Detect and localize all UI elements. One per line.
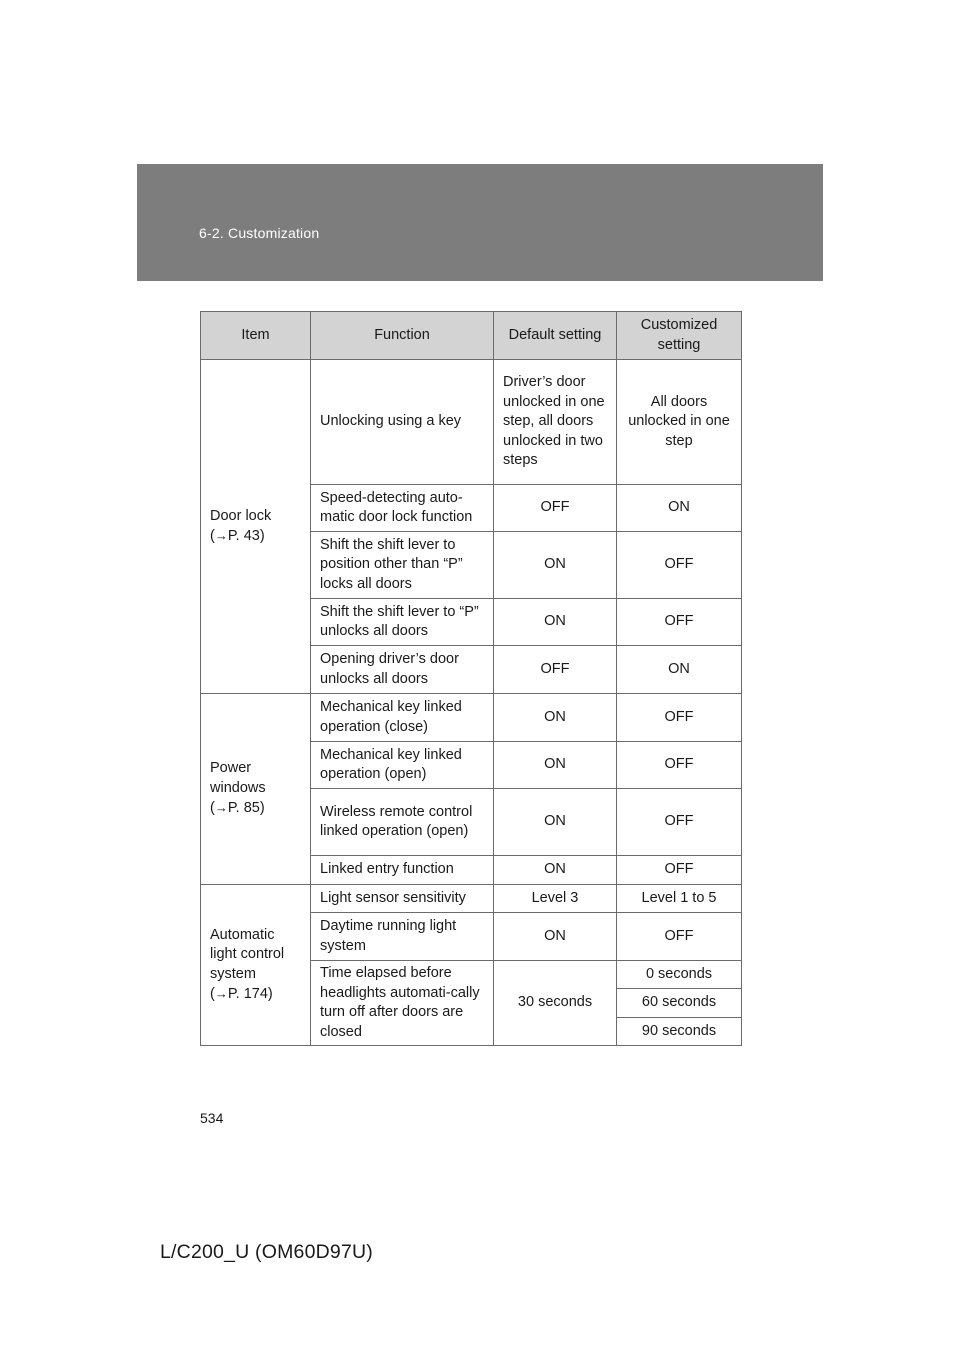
header-function: Function	[311, 312, 494, 360]
page-reference: (→P. 43)	[210, 528, 265, 544]
default-cell: 30 seconds	[494, 961, 617, 1046]
table-header-row	[201, 312, 742, 360]
default-cell: ON	[494, 789, 617, 856]
right-arrow-icon: →	[214, 528, 228, 543]
custom-option-cell: 90 seconds	[617, 1018, 742, 1046]
custom-cell: OFF	[617, 856, 742, 885]
function-cell: Time elapsed before headlights automati-cally turn off after doors are closed	[311, 961, 494, 1046]
default-cell: ON	[494, 856, 617, 885]
header-default-setting: Default setting	[494, 312, 617, 360]
default-cell: ON	[494, 742, 617, 789]
default-cell: Driver’s door unlocked in one step, all doors unlocked in two steps	[494, 360, 617, 485]
custom-option-cell: 60 seconds	[617, 989, 742, 1018]
table-row	[201, 360, 742, 485]
custom-cell: Level 1 to 5	[617, 885, 742, 913]
page-reference: (→P. 174)	[210, 986, 273, 1002]
section-header-bar	[137, 164, 823, 281]
item-label: Door lock	[210, 507, 272, 524]
function-cell: Speed-detecting auto-matic door lock function	[311, 485, 494, 532]
custom-cell: OFF	[617, 694, 742, 742]
function-cell: Wireless remote control linked operation (open)	[311, 789, 494, 856]
custom-cell: ON	[617, 485, 742, 532]
customization-table	[200, 311, 742, 1046]
default-cell: ON	[494, 599, 617, 646]
custom-cell: OFF	[617, 599, 742, 646]
table-row	[201, 885, 742, 913]
custom-cell: ON	[617, 646, 742, 694]
right-arrow-icon: →	[214, 800, 228, 816]
header-item: Item	[201, 312, 311, 360]
custom-option-cell: 0 seconds	[617, 961, 742, 989]
function-cell: Mechanical key linked operation (open)	[311, 742, 494, 789]
custom-cell: OFF	[617, 913, 742, 961]
header-customized-setting: Customized setting	[617, 312, 742, 360]
function-cell: Shift the shift lever to position other than “P” locks all doors	[311, 532, 494, 599]
item-label: Power windows	[210, 760, 266, 796]
page-number: 534	[200, 1110, 224, 1126]
default-cell: ON	[494, 532, 617, 599]
custom-cell: OFF	[617, 742, 742, 789]
section-title: 6-2. Customization	[199, 225, 320, 241]
function-cell: Light sensor sensitivity	[311, 885, 494, 913]
function-cell: Linked entry function	[311, 856, 494, 885]
table-row	[201, 694, 742, 742]
default-cell: OFF	[494, 485, 617, 532]
function-cell: Daytime running light system	[311, 913, 494, 961]
item-label: Automatic light control system	[210, 926, 285, 982]
default-cell: ON	[494, 694, 617, 742]
custom-cell: OFF	[617, 532, 742, 599]
page-reference: (→P. 85)	[210, 800, 265, 817]
function-cell: Shift the shift lever to “P” unlocks all doors	[311, 599, 494, 646]
default-cell: ON	[494, 913, 617, 961]
function-cell: Opening driver’s door unlocks all doors	[311, 646, 494, 694]
default-cell: OFF	[494, 646, 617, 694]
default-cell: Level 3	[494, 885, 617, 913]
custom-cell: OFF	[617, 789, 742, 856]
function-cell: Unlocking using a key	[311, 360, 494, 485]
right-arrow-icon: →	[214, 986, 228, 1001]
document-code: L/C200_U (OM60D97U)	[160, 1241, 373, 1263]
item-automatic-light-control	[201, 885, 311, 1046]
item-door-lock	[201, 360, 311, 694]
custom-cell: All doors unlocked in one step	[617, 360, 742, 485]
function-cell: Mechanical key linked operation (close)	[311, 694, 494, 742]
item-power-windows	[201, 694, 311, 885]
